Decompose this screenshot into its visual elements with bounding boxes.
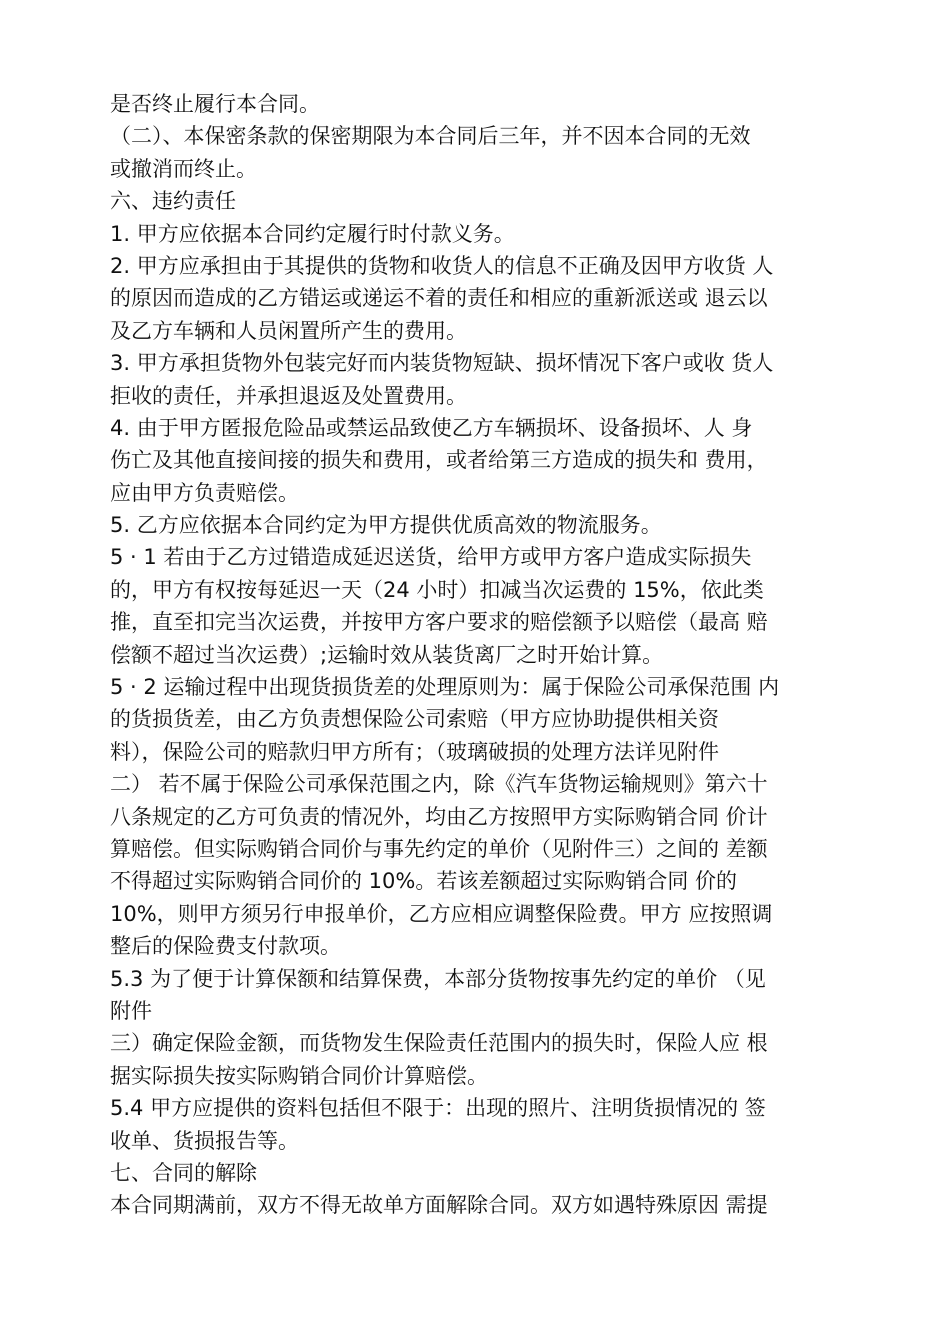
text-line: 1. 甲方应依据本合同约定履行时付款义务。 xyxy=(110,221,515,246)
text-line: 料），保险公司的赔款归甲方所有；（玻璃破损的处理方法详见附件 xyxy=(110,739,719,764)
text-line: 3. 甲方承担货物外包装完好而内装货物短缺、损坏情况下客户或收 货人 xyxy=(110,351,774,376)
text-line: 4. 由于甲方匿报危险品或禁运品致使乙方车辆损坏、设备损坏、人 身 xyxy=(110,415,753,440)
text-line: 5 · 1 若由于乙方过错造成延迟送货，给甲方或甲方客户造成实际损失 xyxy=(110,545,752,570)
text-line: 是否终止履行本合同。 xyxy=(110,92,320,116)
text-line: 推，直至扣完当次运费，并按甲方客户要求的赔偿额予以赔偿（最高 赔 xyxy=(110,610,768,635)
text-line: 二） 若不属于保险公司承保范围之内，除《汽车货物运输规则》第六十 xyxy=(110,772,768,797)
text-line: 算赔偿。但实际购销合同价与事先约定的单价（见附件三）之间的 差额 xyxy=(110,836,768,861)
text-line: （二）、本保密条款的保密期限为本合同后三年，并不因本合同的无效 xyxy=(110,124,751,149)
text-line: 5. 乙方应依据本合同约定为甲方提供优质高效的物流服务。 xyxy=(110,513,662,538)
document-page xyxy=(110,88,858,1222)
text-line: 拒收的责任，并承担退返及处置费用。 xyxy=(110,383,467,408)
text-line: 不得超过实际购销合同价的 10%。若该差额超过实际购销合同 价的 xyxy=(110,869,738,894)
text-line: 5.3 为了便于计算保额和结算保费，本部分货物按事先约定的单价 （见 xyxy=(110,966,766,991)
text-line: 据实际损失按实际购销合同价计算赔偿。 xyxy=(110,1063,488,1088)
text-line: 八条规定的乙方可负责的情况外，均由乙方按照甲方实际购销合同 价计 xyxy=(110,804,768,829)
text-line: 5.4 甲方应提供的资料包括但不限于：出现的照片、注明货损情况的 签 xyxy=(110,1096,766,1121)
text-line: 应由甲方负责赔偿。 xyxy=(110,480,299,505)
text-line: 或撤消而终止。 xyxy=(110,156,257,181)
text-line: 及乙方车辆和人员闲置所产生的费用。 xyxy=(110,318,467,343)
text-line: 本合同期满前，双方不得无故单方面解除合同。双方如遇特殊原因 需提 xyxy=(110,1193,768,1218)
section-heading: 六、违约责任 xyxy=(110,189,236,214)
text-line: 收单、货损报告等。 xyxy=(110,1128,299,1153)
text-line: 伤亡及其他直接间接的损失和费用，或者给第三方造成的损失和 费用， xyxy=(110,448,768,473)
text-line: 整后的保险费支付款项。 xyxy=(110,934,341,959)
section-heading: 七、合同的解除 xyxy=(110,1160,257,1185)
text-line: 三）确定保险金额，而货物发生保险责任范围内的损失时，保险人应 根 xyxy=(110,1031,768,1056)
text-line: 的原因而造成的乙方错运或递运不着的责任和相应的重新派送或 退云以 xyxy=(110,286,768,311)
text-line: 附件 xyxy=(110,998,152,1023)
text-line: 5 · 2 运输过程中出现货损货差的处理原则为：属于保险公司承保范围 内 xyxy=(110,675,780,700)
text-line: 偿额不超过当次运费）;运输时效从装货离厂之时开始计算。 xyxy=(110,642,664,667)
text-line: 的，甲方有权按每延迟一天（24 小时）扣减当次运费的 15%，依此类 xyxy=(110,577,764,602)
text-line: 10%，则甲方须另行申报单价，乙方应相应调整保险费。甲方 应按照调 xyxy=(110,901,773,926)
text-line: 的货损货差，由乙方负责想保险公司索赔（甲方应协助提供相关资 xyxy=(110,707,719,732)
text-line: 2. 甲方应承担由于其提供的货物和收货人的信息不正确及因甲方收货 人 xyxy=(110,253,774,278)
